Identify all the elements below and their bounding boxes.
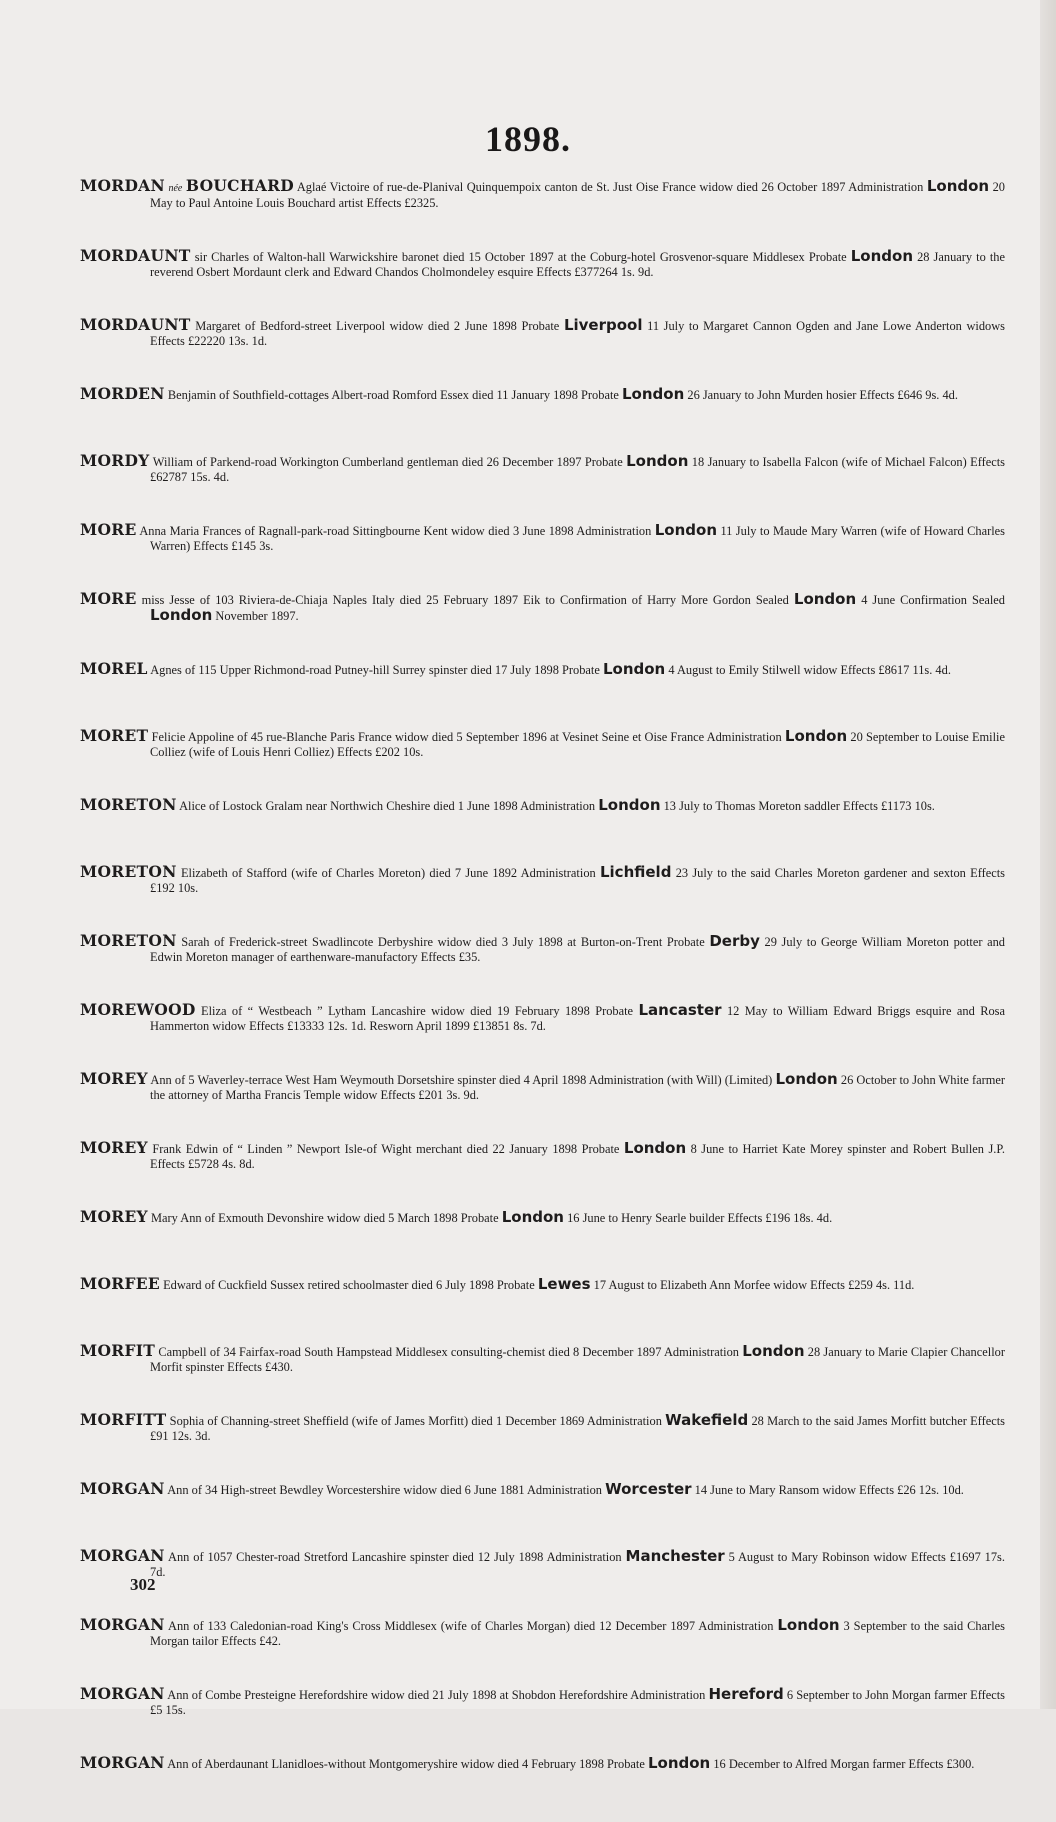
- entry-text: Ann of Aberdaunant Llanidloes-without Montgomeryshire widow died 4 February 1898 Probate: [167, 1757, 645, 1771]
- entry-registry-place: London: [926, 177, 990, 195]
- entry-text: Ann of 133 Caledonian-road King's Cross Middlesex (wife of Charles Morgan) died 12 December 1897 Administration: [168, 1619, 774, 1633]
- entry-surname: MORGAN: [80, 1753, 165, 1772]
- list-item: [80, 1617, 1005, 1649]
- entry-registry-place: Wakefield: [665, 1411, 749, 1429]
- entry-text: Ann of 5 Waverley-terrace West Ham Weymouth Dorsetshire spinster died 4 April 1898 Administration (with Will) (Limited): [150, 1073, 773, 1087]
- entry-registry-place-second: London: [150, 606, 213, 624]
- list-item: [80, 1481, 1005, 1511]
- list-item: [80, 661, 1005, 691]
- entry-surname: MOREL: [80, 659, 148, 678]
- entry-surname: MOREY: [80, 1069, 148, 1088]
- entry-text-continued: 4 June Confirmation Sealed: [861, 593, 1005, 607]
- entry-text: William of Parkend-road Workington Cumberland gentleman died 26 December 1897 Probate: [152, 455, 623, 469]
- list-item: [80, 178, 1005, 211]
- entry-surname: MORGAN: [80, 1546, 165, 1565]
- list-item: [80, 1343, 1005, 1375]
- entry-registry-place: London: [622, 385, 685, 403]
- list-item: [80, 1276, 1005, 1306]
- entry-text: Sarah of Frederick-street Swadlincote Derbyshire widow died 3 July 1898 at Burton-on-Trent Probate: [181, 935, 705, 949]
- entry-text: Agnes of 115 Upper Richmond-road Putney-hill Surrey spinster died 17 July 1898 Probate: [150, 663, 600, 677]
- entry-text: Alice of Lostock Gralam near Northwich Cheshire died 1 June 1898 Administration: [179, 799, 596, 813]
- entry-registry-place: Worcester: [605, 1480, 692, 1498]
- entry-nee: née: [168, 183, 183, 194]
- entry-text: Edward of Cuckfield Sussex retired schoolmaster died 6 July 1898 Probate: [163, 1278, 535, 1292]
- entry-registry-place: London: [602, 660, 666, 678]
- entry-text-continued: 20 September to Louise Emilie Colliez (wife of Louis Henri Colliez) Effects £202 10s.: [150, 730, 1005, 759]
- entry-text-continued: 29 July to George William Moreton potter and Edwin Moreton manager of earthenware-manufactory Effects £35.: [150, 935, 1005, 964]
- entry-text-continued: 26 October to John White farmer the attorney of Martha Francis Temple widow Effects £201 3s. 9d.: [150, 1073, 1005, 1102]
- entry-text: Aglaé Victoire of rue-de-Planival Quinquempoix canton de St. Just Oise France widow died 26 October 1897 Administration: [296, 180, 924, 194]
- page-number: 302: [130, 1575, 156, 1594]
- entry-registry-place: Hereford: [708, 1685, 784, 1703]
- entry-surname: MORDY: [80, 451, 150, 470]
- list-item: [80, 1140, 1005, 1172]
- entry-registry-place: London: [626, 452, 689, 470]
- entry-text-continued: 20 May to Paul Antoine Louis Bouchard artist Effects £2325.: [150, 180, 1005, 210]
- entry-text-continued: 11 July to Margaret Cannon Ogden and Jane Lowe Anderton widows Effects £22220 13s. 1d.: [150, 319, 1006, 348]
- entry-text: Ann of 34 High-street Bewdley Worcestershire widow died 6 June 1881 Administration: [167, 1483, 602, 1497]
- list-item: [80, 522, 1005, 554]
- entry-surname: MOREWOOD: [80, 1000, 196, 1019]
- entry-text: Frank Edwin of “ Linden ” Newport Isle-of Wight merchant died 22 January 1898 Probate: [152, 1142, 620, 1156]
- entry-registry-place: London: [654, 521, 717, 539]
- entry-surname: MORDAN: [80, 176, 165, 195]
- page-edge-shadow: [1040, 0, 1056, 1709]
- entry-surname: MORE: [80, 520, 137, 539]
- entry-text-continued: 16 December to Alfred Morgan farmer Effects £300.: [713, 1757, 975, 1771]
- entry-registry-place: Liverpool: [563, 316, 643, 334]
- entry-text-continued: 11 July to Maude Mary Warren (wife of Howard Charles Warren) Effects £145 3s.: [150, 524, 1005, 553]
- entry-surname: MORE: [80, 589, 137, 608]
- list-item: [80, 1071, 1005, 1103]
- entry-registry-place: Lewes: [537, 1275, 591, 1293]
- list-item: [80, 1209, 1005, 1239]
- entry-text-continued: 28 March to the said James Morfitt butcher Effects £91 12s. 3d.: [150, 1414, 1005, 1443]
- entry-registry-place: London: [777, 1616, 840, 1634]
- entry-text-continued: 8 June to Harriet Kate Morey spinster and Robert Bullen J.P. Effects £5728 4s. 8d.: [150, 1142, 1005, 1171]
- list-item: [80, 1755, 1005, 1785]
- entry-surname: MORET: [80, 726, 149, 745]
- entry-text-continued: 28 January to Marie Clapier Chancellor Morfit spinster Effects £430.: [150, 1345, 1005, 1374]
- entry-text-continued: 14 June to Mary Ransom widow Effects £26 12s. 10d.: [694, 1483, 964, 1497]
- entry-text: Elizabeth of Stafford (wife of Charles Moreton) died 7 June 1892 Administration: [180, 866, 596, 880]
- list-item: [80, 933, 1005, 965]
- entry-text-continued: 28 January to the reverend Osbert Mordaunt clerk and Edward Chandos Cholmondeley esquire Effects £377264 1s. 9d.: [150, 250, 1005, 279]
- entry-registry-place: London: [850, 247, 914, 265]
- entry-text: Margaret of Bedford-street Liverpool widow died 2 June 1898 Probate: [195, 319, 560, 333]
- entry-text: Campbell of 34 Fairfax-road South Hampstead Middlesex consulting-chemist died 8 December 1897 Administration: [158, 1345, 739, 1359]
- entry-text: Mary Ann of Exmouth Devonshire widow died 5 March 1898 Probate: [151, 1211, 499, 1225]
- entry-text-continued: 4 August to Emily Stilwell widow Effects £8617 11s. 4d.: [668, 663, 951, 677]
- list-item: [80, 1002, 1005, 1034]
- entry-surname: MORGAN: [80, 1684, 165, 1703]
- entry-surname: MORETON: [80, 862, 177, 881]
- entry-registry-place: London: [647, 1754, 711, 1772]
- entry-text-continued: 6 September to John Morgan farmer Effects £5 15s.: [150, 1688, 1005, 1717]
- list-item: [80, 248, 1005, 280]
- list-item: [80, 1412, 1005, 1444]
- entry-text: Sophia of Channing-street Sheffield (wife of James Morfitt) died 1 December 1869 Administration: [169, 1414, 662, 1428]
- entry-registry-place: London: [742, 1342, 805, 1360]
- list-item: [80, 797, 1005, 827]
- entry-surname: MORETON: [80, 795, 177, 814]
- entry-registry-place: London: [784, 727, 848, 745]
- list-item: [80, 1548, 1005, 1580]
- list-item: [80, 728, 1005, 760]
- entry-registry-place: London: [775, 1070, 838, 1088]
- entry-surname: MORFIT: [80, 1341, 156, 1360]
- entry-surname: MORFEE: [80, 1274, 160, 1293]
- entry-text: miss Jesse of 103 Riviera-de-Chiaja Naples Italy died 25 February 1897 Eik to Confirmation of Harry More Gordon Sealed: [141, 593, 789, 607]
- entry-registry-place: London: [598, 796, 661, 814]
- list-item: [80, 453, 1005, 485]
- entries-list: [80, 178, 1005, 1822]
- entry-registry-place: Manchester: [625, 1547, 725, 1565]
- entry-text: sir Charles of Walton-hall Warwickshire baronet died 15 October 1897 at the Coburg-hotel Grosvenor-square Middlesex Probate: [194, 250, 847, 264]
- entry-registry-place: London: [501, 1208, 564, 1226]
- entry-text-continued: 16 June to Henry Searle builder Effects £196 18s. 4d.: [567, 1211, 833, 1225]
- entry-text-end: November 1897.: [215, 609, 299, 623]
- entry-text-continued: 13 July to Thomas Moreton saddler Effects £1173 10s.: [663, 799, 935, 813]
- entry-registry-place: Lancaster: [638, 1001, 722, 1019]
- entry-surname: MORGAN: [80, 1615, 165, 1634]
- entry-text: Felicie Appoline of 45 rue-Blanche Paris France widow died 5 September 1896 at Vesinet Seine et Oise France Administration: [151, 730, 782, 744]
- entry-text: Eliza of “ Westbeach ” Lytham Lancashire widow died 19 February 1898 Probate: [201, 1004, 634, 1018]
- entry-text-continued: 18 January to Isabella Falcon (wife of Michael Falcon) Effects £62787 15s. 4d.: [150, 455, 1005, 484]
- list-item: [80, 591, 1005, 624]
- entry-surname: MOREY: [80, 1138, 148, 1157]
- list-item: [80, 386, 1005, 416]
- list-item: [80, 317, 1005, 349]
- entry-registry-place: Derby: [709, 932, 760, 950]
- entry-surname: MORETON: [80, 931, 177, 950]
- entry-registry-place: London: [623, 1139, 687, 1157]
- entry-text: Ann of 1057 Chester-road Stretford Lancashire spinster died 12 July 1898 Administration: [168, 1550, 622, 1564]
- entry-text: Benjamin of Southfield-cottages Albert-road Romford Essex died 11 January 1898 Probate: [167, 388, 619, 402]
- entry-surname-maiden: BOUCHARD: [185, 176, 295, 195]
- entry-surname: MOREY: [80, 1207, 148, 1226]
- list-item: [80, 864, 1005, 896]
- entry-text: Ann of Combe Presteigne Herefordshire widow died 21 July 1898 at Shobdon Herefordshire Administration: [167, 1688, 706, 1702]
- entry-text-continued: 17 August to Elizabeth Ann Morfee widow Effects £259 4s. 11d.: [593, 1278, 915, 1292]
- entry-text: Anna Maria Frances of Ragnall-park-road Sittingbourne Kent widow died 3 June 1898 Administration: [139, 524, 652, 538]
- entry-registry-place: Lichfield: [599, 863, 672, 881]
- year-heading: 1898.: [485, 119, 571, 159]
- entry-text-continued: 26 January to John Murden hosier Effects £646 9s. 4d.: [687, 388, 958, 402]
- entry-surname: MORDAUNT: [80, 246, 191, 265]
- list-item: [80, 1686, 1005, 1718]
- entry-text-continued: 3 September to the said Charles Morgan tailor Effects £42.: [150, 1619, 1005, 1648]
- entry-registry-place: London: [793, 590, 857, 608]
- entry-text-continued: 12 May to William Edward Briggs esquire and Rosa Hammerton widow Effects £13333 12s. 1d. Resworn April 1899 £13851 8s. 7d.: [150, 1004, 1006, 1033]
- entry-surname: MORDEN: [80, 384, 165, 403]
- entry-text-continued: 5 August to Mary Robinson widow Effects £1697 17s. 7d.: [150, 1550, 1005, 1579]
- entry-text-continued: 23 July to the said Charles Moreton gardener and sexton Effects £192 10s.: [150, 866, 1005, 895]
- entry-surname: MORGAN: [80, 1479, 165, 1498]
- entry-surname: MORFITT: [80, 1410, 167, 1429]
- entry-surname: MORDAUNT: [80, 315, 191, 334]
